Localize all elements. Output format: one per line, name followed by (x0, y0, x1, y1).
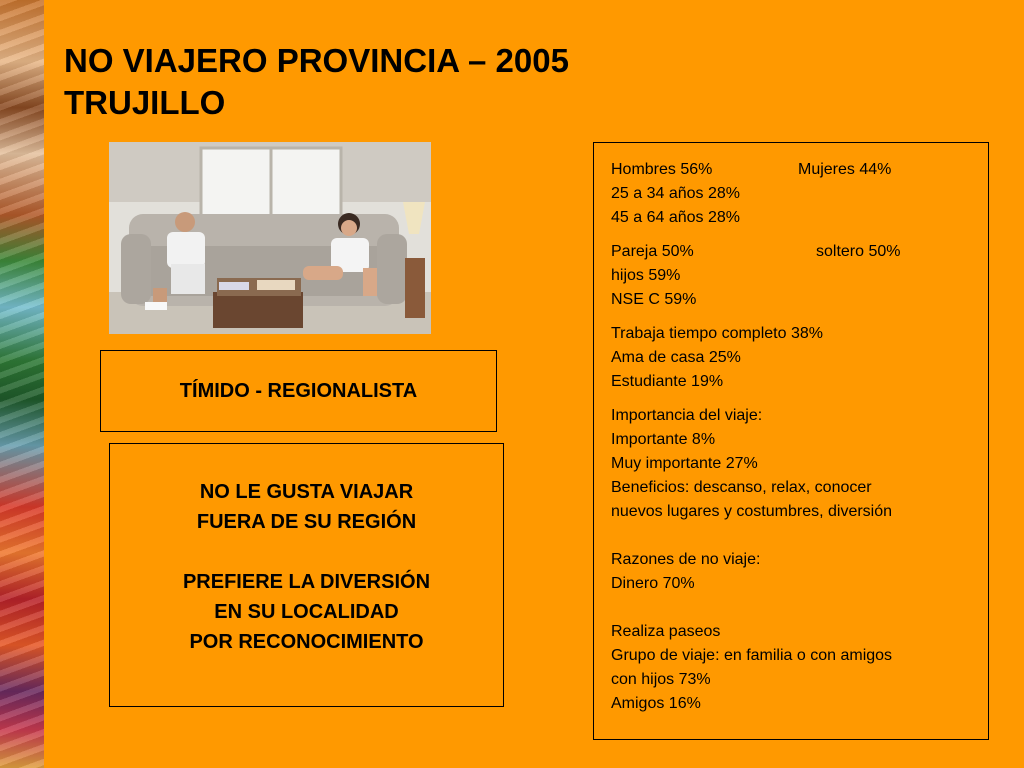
page-title (64, 40, 569, 124)
occupation-group (611, 322, 988, 394)
stat-line: Amigos 16% (611, 695, 701, 712)
stat-pareja: Pareja 50% (611, 243, 694, 260)
stat-line: Beneficios: descanso, relax, conocer (611, 479, 872, 496)
stat-line: Trabaja tiempo completo 38% (611, 325, 823, 342)
stat-line: Grupo de viaje: en familia o con amigos (611, 647, 893, 664)
stat-line: Realiza paseos (611, 623, 721, 640)
importance-group (611, 404, 988, 716)
household-group (611, 240, 988, 312)
stat-line: Dinero 70% (611, 575, 695, 592)
title-line-1: NO VIAJERO PROVINCIA – 2005 (64, 42, 569, 79)
stat-age-1: 25 a 34 años 28% (611, 185, 740, 202)
stat-soltero: soltero 50% (816, 243, 901, 260)
stat-line: Muy importante 27% (611, 455, 758, 472)
stat-hijos: hijos 59% (611, 267, 681, 284)
stat-line: Razones de no viaje: (611, 551, 761, 568)
stat-line: nuevos lugares y costumbres, diversión (611, 503, 893, 520)
stat-line: con hijos 73% (611, 671, 711, 688)
trait-line: FUERA DE SU REGIÓN (196, 511, 417, 533)
trait-line: POR RECONOCIMIENTO (189, 631, 424, 653)
trait-line: PREFIERE LA DIVERSIÓN (182, 571, 431, 593)
traits-box (109, 443, 504, 707)
demographics-group (611, 158, 988, 230)
stat-hombres: Hombres 56% (611, 161, 713, 178)
stats-panel (593, 142, 989, 740)
stat-line: Estudiante 19% (611, 373, 724, 390)
stat-line: Ama de casa 25% (611, 349, 741, 366)
trait-line: NO LE GUSTA VIAJAR (199, 481, 414, 503)
trait-line: EN SU LOCALIDAD (214, 601, 399, 623)
stat-line: Importancia del viaje: (611, 407, 763, 424)
title-line-2: TRUJILLO (64, 84, 226, 121)
decorative-side-strip (0, 0, 44, 768)
stat-mujeres: Mujeres 44% (798, 161, 892, 178)
profile-label: TÍMIDO - REGIONALISTA (179, 380, 418, 402)
couple-on-sofa-photo (109, 142, 431, 334)
stat-nse: NSE C 59% (611, 291, 697, 308)
profile-label-box (100, 350, 497, 432)
stat-line: Importante 8% (611, 431, 716, 448)
photo-illustration (109, 142, 431, 334)
stat-age-2: 45 a 64 años 28% (611, 209, 740, 226)
